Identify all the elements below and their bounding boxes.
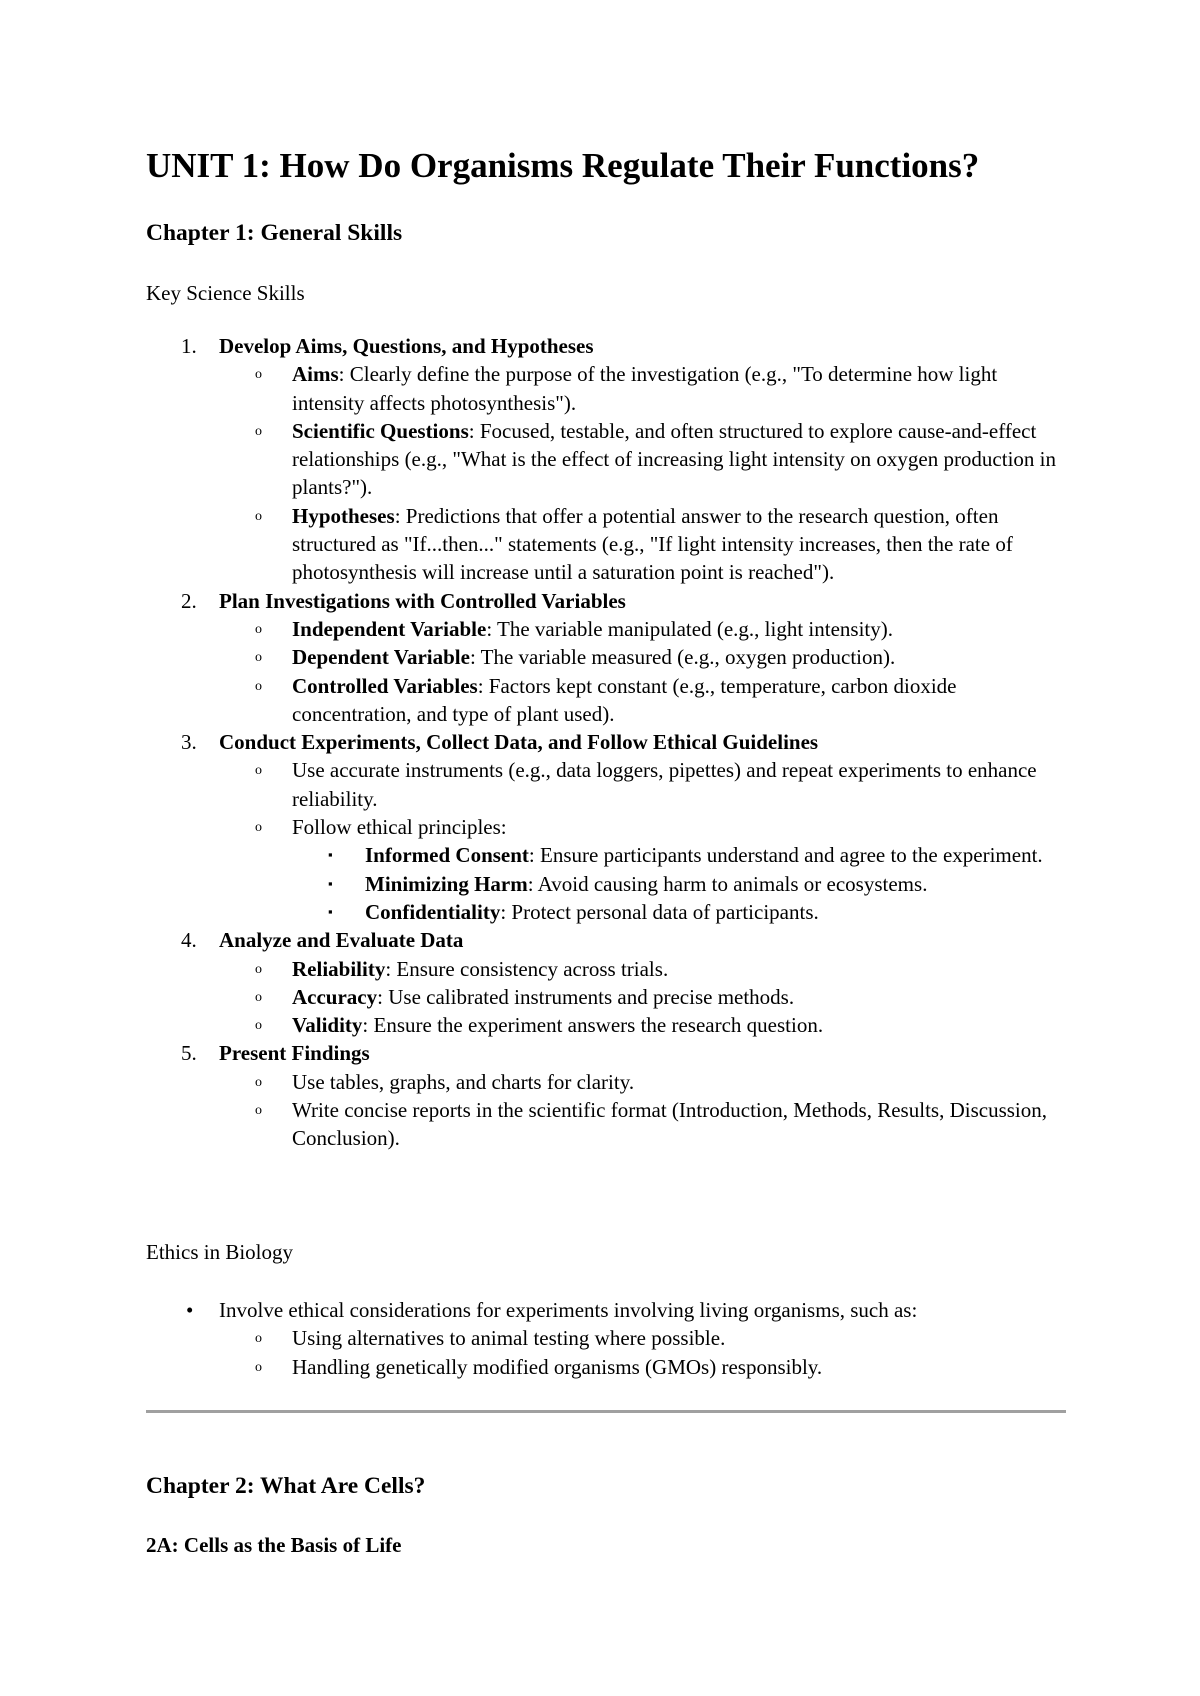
skill-item (146, 587, 1066, 615)
circle-bullet-icon: o (255, 1359, 262, 1375)
term: Dependent Variable (292, 645, 470, 670)
definition: Use accurate instruments (e.g., data loggers, pipettes) and repeat experiments to enhance reliability. (292, 758, 1037, 811)
skill-title: Conduct Experiments, Collect Data, and Follow Ethical Guidelines (219, 730, 819, 755)
circle-bullet-icon: o (255, 1103, 262, 1119)
sub-point (146, 1353, 1066, 1381)
sub-point (146, 615, 1066, 643)
term: Informed Consent (365, 843, 529, 868)
section-2a-heading: 2A: Cells as the Basis of Life (146, 1533, 402, 1557)
definition: : The variable manipulated (e.g., light intensity). (486, 616, 893, 641)
definition: Follow ethical principles: (292, 815, 507, 840)
list-number: 2. (181, 588, 197, 613)
list-number: 1. (181, 334, 197, 358)
square-bullet-icon: ▪ (328, 903, 333, 919)
chapter-2-title: Chapter 2: What Are Cells? (146, 1473, 426, 1499)
sub-point (146, 1011, 1066, 1039)
circle-bullet-icon: o (255, 820, 262, 836)
definition: Write concise reports in the scientific format (Introduction, Methods, Results, Discussion, Conclusion). (292, 1098, 1047, 1151)
list-number: 3. (181, 730, 197, 755)
sub-point (146, 983, 1066, 1011)
circle-bullet-icon: o (255, 678, 262, 694)
term: Confidentiality (365, 899, 501, 924)
circle-bullet-icon: o (255, 1074, 262, 1090)
circle-bullet-icon: o (255, 1018, 262, 1034)
definition: : Focused, testable, and often structured to explore cause-and-effect relationships (e.g., "What is the effect of increasing light intensity on oxygen production in plants?"). (292, 418, 1057, 500)
unit-title: UNIT 1: How Do Organisms Regulate Their Functions? (146, 146, 980, 185)
ethical-principle (146, 870, 1066, 898)
list-number: 4. (181, 928, 197, 953)
definition: : Ensure participants understand and agree to the experiment. (528, 843, 1043, 868)
sub-point (146, 1096, 1066, 1153)
circle-bullet-icon: o (255, 763, 262, 779)
term: Aims (292, 362, 339, 387)
ethics-bullet-text: Involve ethical considerations for experiments involving living organisms, such as: (219, 1298, 918, 1322)
circle-bullet-icon: o (255, 367, 262, 383)
horizontal-divider (146, 1410, 1066, 1413)
circle-bullet-icon: o (255, 650, 262, 666)
term: Scientific Questions (292, 418, 469, 443)
term: Independent Variable (292, 616, 487, 641)
sub-point (146, 1324, 1066, 1352)
square-bullet-icon: ▪ (328, 847, 333, 863)
skill-item (146, 332, 1066, 360)
sub-point (146, 502, 1066, 587)
skill-title: Present Findings (219, 1041, 370, 1066)
ethics-sub-text: Handling genetically modified organisms (GMOs) responsibly. (292, 1354, 823, 1379)
ethics-heading: Ethics in Biology (146, 1240, 293, 1264)
circle-bullet-icon: o (255, 961, 262, 977)
skill-item (146, 728, 1066, 756)
definition: Use tables, graphs, and charts for clarity. (292, 1069, 635, 1094)
circle-bullet-icon: o (255, 621, 262, 637)
ethics-list (146, 1296, 1066, 1381)
sub-point (146, 417, 1066, 502)
sub-point (146, 756, 1066, 813)
skill-title: Develop Aims, Questions, and Hypotheses (219, 334, 594, 358)
ethics-bullet (146, 1296, 1066, 1324)
term: Accuracy (292, 984, 378, 1009)
key-science-skills-heading: Key Science Skills (146, 281, 305, 305)
definition: : Use calibrated instruments and precise methods. (377, 984, 795, 1009)
square-bullet-icon: ▪ (328, 875, 333, 891)
skill-title: Analyze and Evaluate Data (219, 928, 464, 953)
sub-point (146, 955, 1066, 983)
term: Hypotheses (292, 503, 395, 528)
chapter-1-title: Chapter 1: General Skills (146, 220, 403, 246)
bullet-icon: • (186, 1298, 194, 1322)
definition: : Avoid causing harm to animals or ecosystems. (527, 871, 928, 896)
skill-item (146, 926, 1066, 954)
definition: : Factors kept constant (e.g., temperature, carbon dioxide concentration, and type of plant used). (292, 673, 957, 726)
list-number: 5. (181, 1041, 197, 1066)
definition: : Predictions that offer a potential answer to the research question, often structured as "If...then..." statements (e.g., "If light intensity increases, then the rate of photosynthesis will increase until a saturation point is reached"). (292, 503, 1013, 585)
skill-title: Plan Investigations with Controlled Variables (219, 588, 626, 613)
definition: : Ensure the experiment answers the research question. (362, 1013, 824, 1038)
sub-point (146, 1068, 1066, 1096)
definition: : Ensure consistency across trials. (385, 956, 669, 981)
skill-item (146, 1039, 1066, 1067)
circle-bullet-icon: o (255, 423, 262, 439)
ethical-principle (146, 841, 1066, 869)
term: Validity (292, 1013, 363, 1038)
sub-point (146, 643, 1066, 671)
definition: : Protect personal data of participants. (500, 899, 819, 924)
ethics-sub-text: Using alternatives to animal testing where possible. (292, 1326, 726, 1351)
circle-bullet-icon: o (255, 989, 262, 1005)
circle-bullet-icon: o (255, 1331, 262, 1347)
term: Controlled Variables (292, 673, 478, 698)
definition: : The variable measured (e.g., oxygen production). (469, 645, 896, 670)
ethical-principle (146, 898, 1066, 926)
circle-bullet-icon: o (255, 508, 262, 524)
sub-point (146, 813, 1066, 841)
term: Reliability (292, 956, 386, 981)
sub-point (146, 360, 1066, 417)
definition: : Clearly define the purpose of the investigation (e.g., "To determine how light intensity affects photosynthesis"). (292, 362, 998, 415)
key-science-skills-list (146, 332, 1066, 1153)
term: Minimizing Harm (365, 871, 528, 896)
sub-point (146, 672, 1066, 729)
